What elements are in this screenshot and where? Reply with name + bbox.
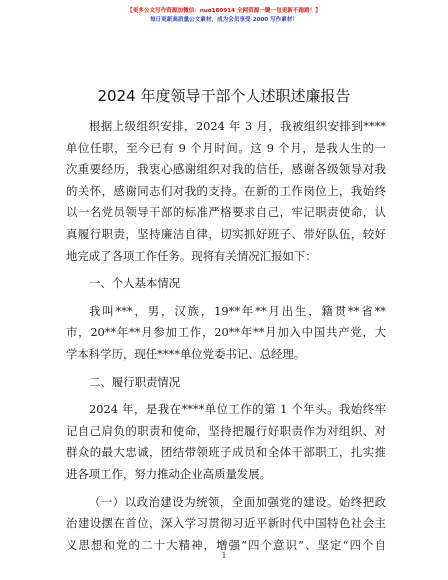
- intro-line: 次重要经历，我衷心感谢组织对我的信任，感谢各级领导对我: [66, 162, 386, 177]
- basic-info-line: 学本科学历，现任****单位党委书记、总经理。: [66, 346, 306, 361]
- duties-paragraph: [66, 399, 386, 485]
- section-heading-basic-info: 一、个人基本情况: [89, 276, 181, 291]
- section-heading-duties: 二、履行职责情况: [89, 374, 181, 389]
- promo-banner: [0, 7, 448, 25]
- duties-line: 进各项工作，努力推动企业高质量发展。: [66, 466, 272, 481]
- intro-line: 根据上级组织安排，2024 年 3 月，我被组织安排到****: [89, 119, 386, 133]
- intro-line: 以一名党员领导干部的标准严格要求自己，牢记职责使命，认: [66, 205, 386, 220]
- duties-line: 记自己肩负的职责和使命，坚持把履行好职责作为对组织、对: [66, 423, 386, 438]
- basic-info-line: 市，20**年**月参加工作，20**年**月加入中国共产党，大: [66, 325, 386, 340]
- document-body: [66, 116, 386, 556]
- intro-paragraph: [66, 116, 386, 267]
- intro-line: 单位任职，至今已有 9 个月时间。这 9 个月，是我人生的一: [66, 140, 386, 155]
- page-number: 1: [221, 551, 227, 560]
- promo-banner-line-1: 【更多公文写作资源加微信：nuo180914 全网资源一键一包更新不跑路！】: [127, 8, 321, 14]
- duties-line: 2024 年，是我在****单位工作的第 1 个年头。我始终牢: [89, 402, 386, 417]
- party-building-line: 治建设摆在首位，深入学习贯彻习近平新时代中国特色社会主: [66, 516, 386, 531]
- party-building-paragraph: [66, 492, 386, 557]
- promo-banner-line-2: 每日更新高质量公文素材，成为会员享受 2000 写作素材！: [149, 17, 299, 23]
- duties-line: 群众的最大忠诚，团结带领班子成员和全体干部职工，扎实推: [66, 445, 386, 460]
- party-building-line: 义思想和党的二十大精神，增强“四个意识”、坚定“四个自: [66, 537, 386, 552]
- intro-line: 真履行职责，坚持廉洁自律，切实抓好班子、带好队伍，较好: [66, 226, 386, 241]
- basic-info-line: 我叫***，男，汉族，19**年**月出生，籍贯**省**: [89, 303, 386, 318]
- basic-info-paragraph: [66, 301, 386, 366]
- document-title: 2024 年度领导干部个人述职述廉报告: [97, 87, 351, 105]
- intro-line: 地完成了各项工作任务。现将有关情况汇报如下：: [66, 248, 317, 263]
- intro-line: 的关怀，感谢同志们对我的支持。在新的工作岗位上，我始终: [66, 183, 386, 198]
- party-building-line: （一）以政治建设为统领，全面加强党的建设。始终把政: [89, 494, 386, 509]
